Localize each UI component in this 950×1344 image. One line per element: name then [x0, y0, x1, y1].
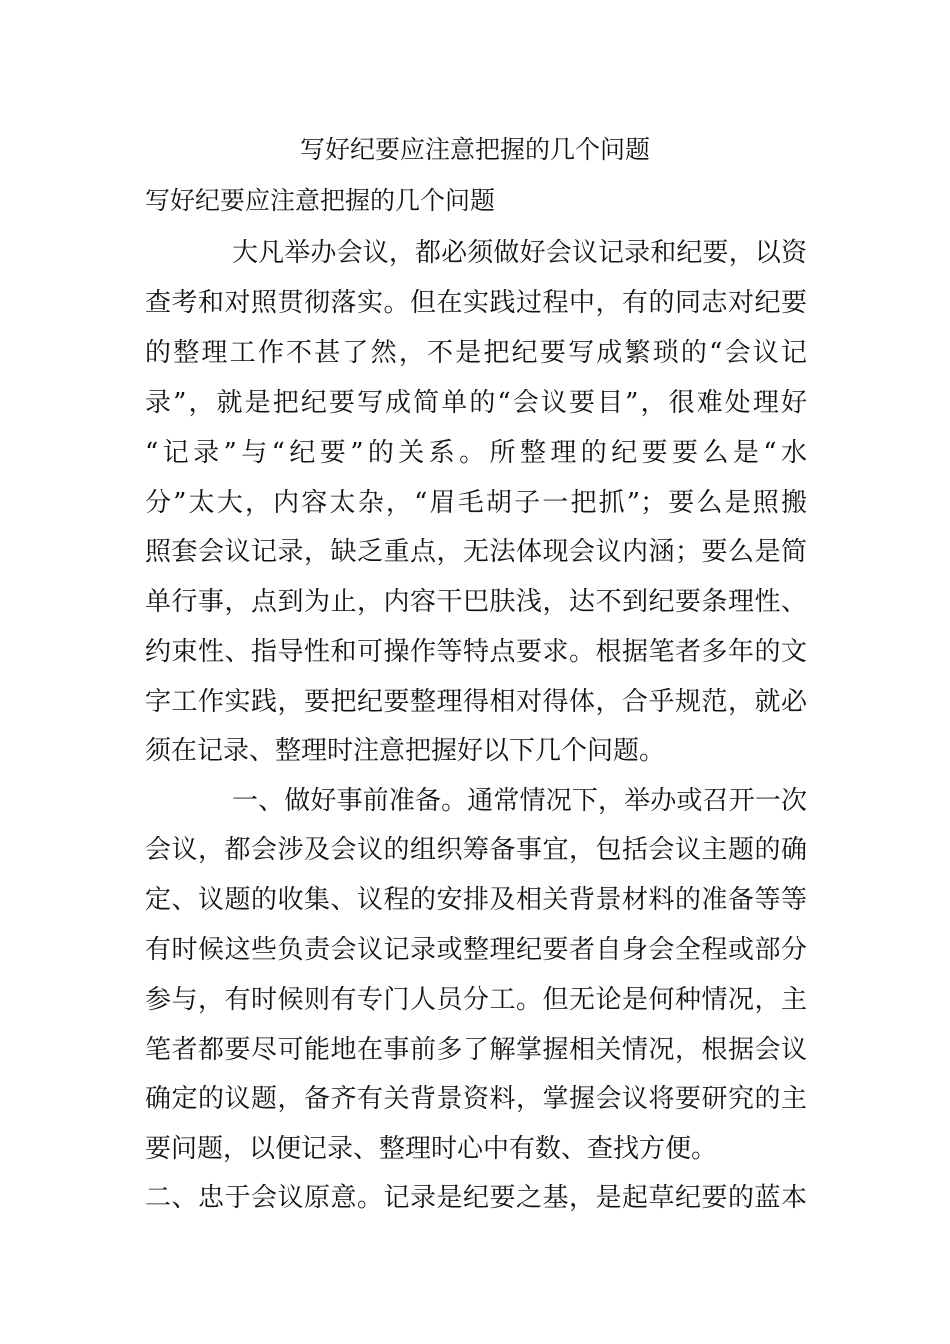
- paragraph-line: 确定的议题，备齐有关背景资料，掌握会议将要研究的主: [145, 1084, 807, 1114]
- paragraph-line: 一、做好事前准备。通常情况下，举办或召开一次: [232, 786, 807, 816]
- document-subtitle: 写好纪要应注意把握的几个问题: [145, 186, 496, 215]
- paragraph-line: 有时候这些负责会议记录或整理纪要者自身会全程或部分: [145, 935, 807, 965]
- paragraph-line: 查考和对照贯彻落实。但在实践过程中，有的同志对纪要: [145, 288, 807, 318]
- paragraph-line: 分”太大，内容太杂，“眉毛胡子一把抓”；要么是照搬: [145, 488, 807, 518]
- paragraph-line: 会议，都会涉及会议的组织筹备事宜，包括会议主题的确: [145, 835, 807, 865]
- document-title: 写好纪要应注意把握的几个问题: [299, 135, 650, 164]
- paragraph-line: 须在记录、整理时注意把握好以下几个问题。: [145, 736, 666, 766]
- paragraph-line: 大凡举办会议，都必须做好会议记录和纪要，以资: [232, 238, 807, 268]
- paragraph-line: 字工作实践，要把纪要整理得相对得体，合乎规范，就必: [145, 687, 807, 717]
- paragraph-line: 笔者都要尽可能地在事前多了解掌握相关情况，根据会议: [145, 1035, 807, 1065]
- paragraph-line: 参与，有时候则有专门人员分工。但无论是何种情况，主: [145, 985, 807, 1015]
- paragraph-line: 二、忠于会议原意。记录是纪要之基，是起草纪要的蓝本: [145, 1183, 807, 1213]
- paragraph-line: 定、议题的收集、议程的安排及相关背景材料的准备等等: [145, 885, 807, 915]
- paragraph-line: 单行事，点到为止，内容干巴肤浅，达不到纪要条理性、: [145, 587, 807, 617]
- paragraph-line: 约束性、指导性和可操作等特点要求。根据笔者多年的文: [145, 637, 807, 667]
- paragraph-line: 要问题，以便记录、整理时心中有数、查找方便。: [145, 1134, 718, 1164]
- paragraph-line: 照套会议记录，缺乏重点，无法体现会议内涵；要么是简: [145, 537, 807, 567]
- paragraph-line: “记录”与“纪要”的关系。所整理的纪要要么是“水: [145, 438, 807, 468]
- paragraph-line: 的整理工作不甚了然，不是把纪要写成繁琐的“会议记: [145, 338, 807, 368]
- paragraph-line: 录”，就是把纪要写成简单的“会议要目”，很难处理好: [145, 388, 807, 418]
